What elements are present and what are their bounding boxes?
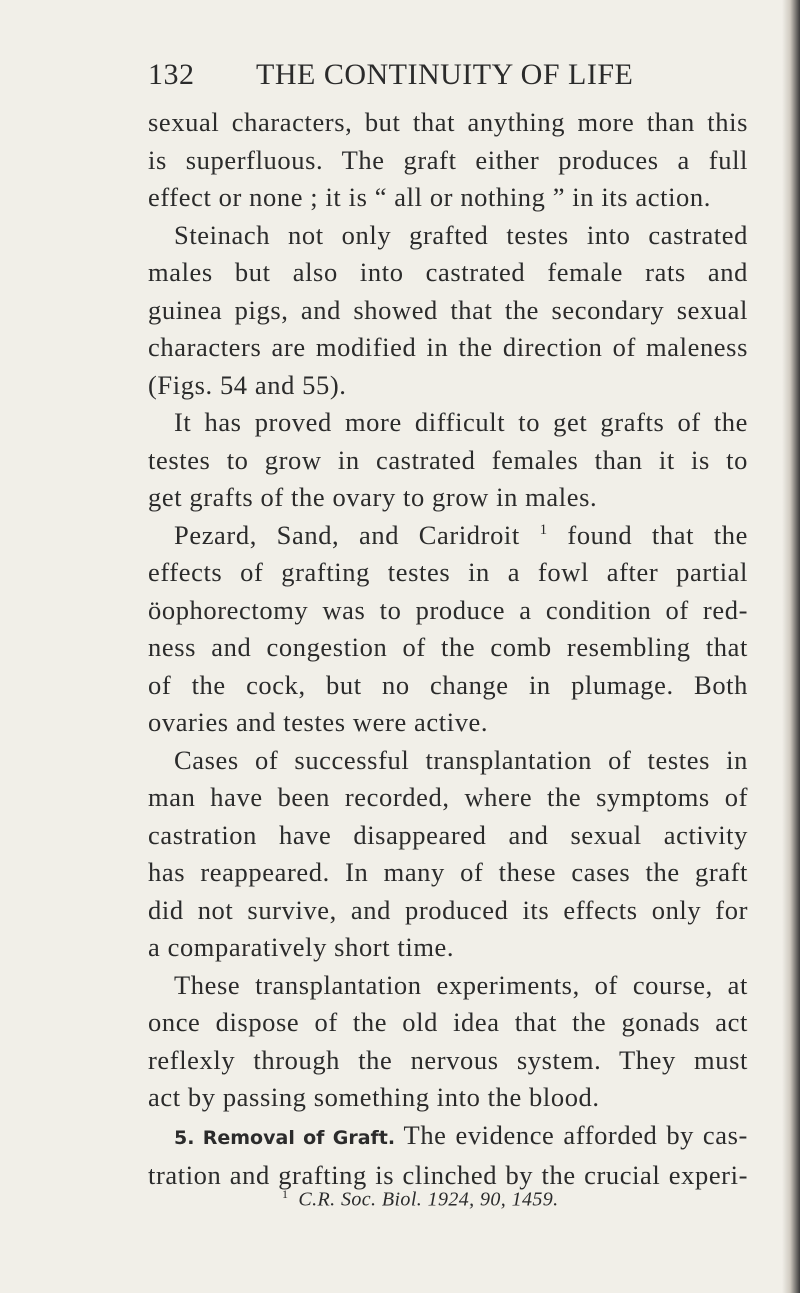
text-line: characters are modified in the direction of maleness <box>148 332 748 362</box>
footnote <box>282 1187 559 1212</box>
text-line: is superfluous. The graft either produces a full <box>148 144 748 175</box>
body-text <box>148 104 748 1195</box>
text-line: It has proved more difficult to get grafts of the <box>174 407 748 437</box>
page-number: 132 <box>148 58 195 91</box>
text-line: did not survive, and produced its effects only for <box>148 894 748 925</box>
text-line: get grafts of the ovary to grow in males. <box>148 482 598 512</box>
text-line: has reappeared. In many of these cases the graft <box>148 857 748 887</box>
text-segment: Pezard, Sand, and Caridroit <box>174 519 520 550</box>
section-heading: 5. Removal of Graft. <box>174 1126 396 1149</box>
running-title: THE CONTINUITY OF LIFE <box>256 58 634 91</box>
text-line: males but also into castrated female rats and <box>148 257 748 287</box>
text-line: Cases of successful transplantation of testes in <box>174 744 748 775</box>
text-segment: found that the <box>567 519 748 550</box>
text-line: tration and grafting is clinched by the crucial experi- <box>148 1160 748 1190</box>
text-segment: The evidence afforded by cas- <box>403 1119 748 1150</box>
text-line: (Figs. 54 and 55). <box>148 369 347 400</box>
text-line: ovaries and testes were active. <box>148 707 489 737</box>
text-line: act by passing something into the blood. <box>148 1082 600 1112</box>
text-line: öophorectomy was to produce a condition of red- <box>148 594 748 625</box>
footnote-reference[interactable]: 1 <box>539 521 548 538</box>
text-line: reflexly through the nervous system. They must <box>148 1044 748 1075</box>
text-line: once dispose of the old idea that the gonads act <box>148 1007 748 1037</box>
text-line: effect or none ; it is “ all or nothing ” in its action. <box>148 182 711 212</box>
footnote-text: C.R. Soc. Biol. 1924, 90, 1459. <box>298 1188 559 1211</box>
text-line: castration have disappeared and sexual activity <box>148 819 748 850</box>
text-line: sexual characters, but that anything more than this <box>148 107 748 137</box>
text-line: Steinach not only grafted testes into castrated <box>174 219 748 250</box>
text-line <box>148 1117 748 1158</box>
page-edge-shadow <box>782 0 800 1293</box>
text-line: ness and congestion of the comb resembling that <box>148 632 748 662</box>
page-header <box>148 58 633 92</box>
text-line: effects of grafting testes in a fowl after partial <box>148 557 748 587</box>
text-line: man have been recorded, where the symptoms of <box>148 782 748 812</box>
text-line: of the cock, but no change in plumage. Both <box>148 669 748 700</box>
text-line: guinea pigs, and showed that the secondary sexual <box>148 294 748 325</box>
text-line: testes to grow in castrated females than it is to <box>148 444 748 475</box>
text-line: These transplantation experiments, of course, at <box>174 969 748 1000</box>
text-line <box>148 517 748 555</box>
footnote-number: 1 <box>282 1187 289 1201</box>
text-line: a comparatively short time. <box>148 932 455 962</box>
